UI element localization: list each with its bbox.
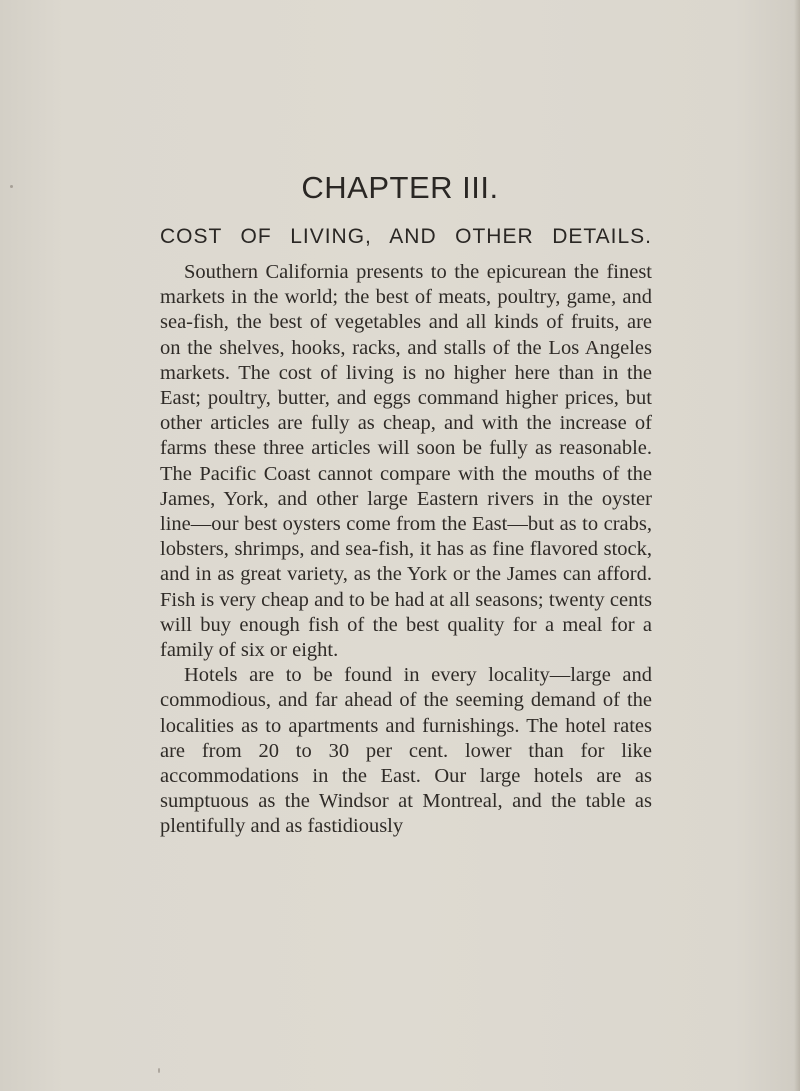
page-edge (794, 0, 800, 1091)
chapter-title: CHAPTER III. (301, 170, 499, 205)
paragraph-1: Southern California presents to the epicurean the finest markets in the world; the best of meats, poultry, game, and sea-fish, the best of vegetables and all kinds of fruits, are on the shelves, hooks, racks, and stalls of the Los Angeles markets. The cost of living is no higher here than in the East; poultry, butter, and eggs command higher prices, but other articles are fully as cheap, and with the increase of farms these three articles will soon be fully as reasonable. The Pacific Coast cannot compare with the mouths of the James, York, and other large Eastern rivers in the oyster line—our best oysters come from the East—but as to crabs, lobsters, shrimps, and sea-fish, it has as fine flavored stock, and in as great variety, as the York or the James can afford. Fish is very cheap and to be had at all seasons; twenty cents will buy enough fish of the best quality for a meal for a family of six or eight. (160, 261, 652, 662)
section-title: COST OF LIVING, AND OTHER DETAILS. (160, 225, 652, 248)
paper-speck (158, 1068, 160, 1073)
paragraph-2: Hotels are to be found in every locality—large and commodious, and far ahead of the seeming demand of the localities as to apartments and furnishings. The hotel rates are from 20 to 30 per cent. lower than for like accommodations in the East. Our large hotels are as sumptuous as the Windsor at Montreal, and the table as plentifully and as fastidiously (160, 664, 652, 838)
paper-speck (10, 185, 13, 188)
body-text (160, 260, 652, 840)
